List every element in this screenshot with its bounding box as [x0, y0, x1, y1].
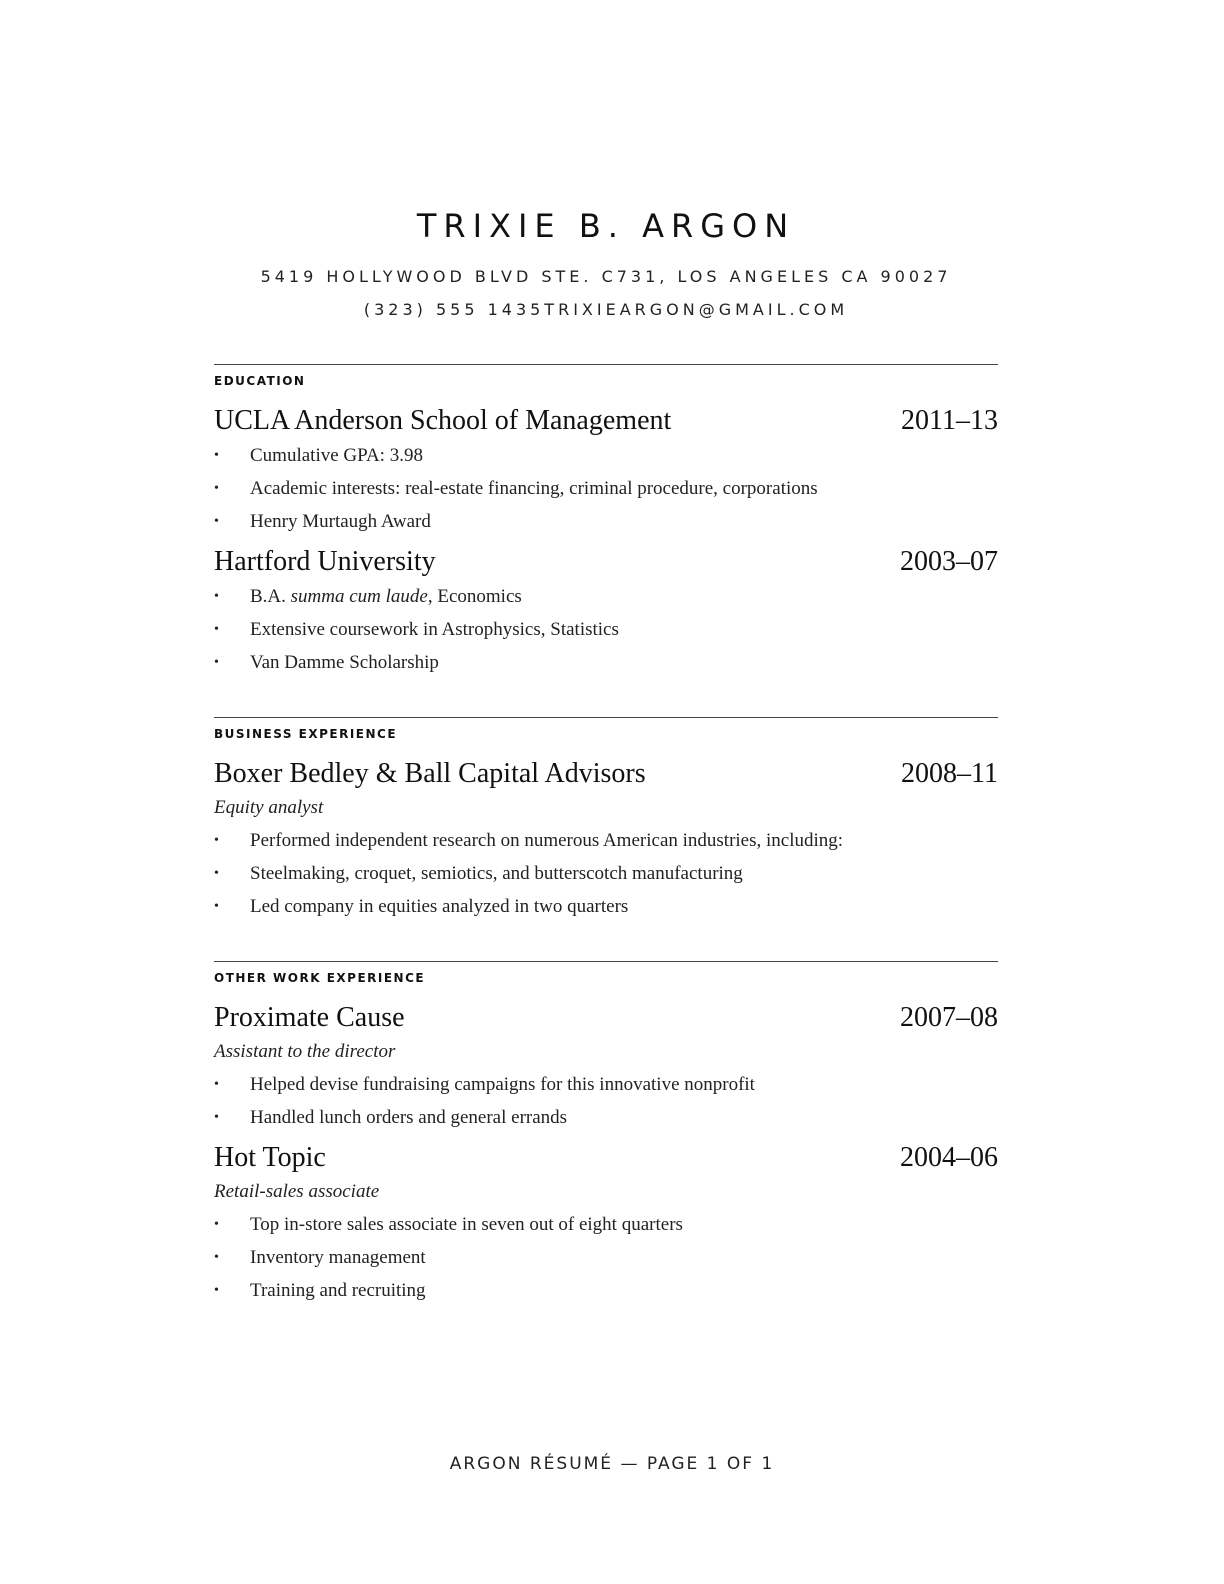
- bullet-list: [214, 1208, 998, 1307]
- list-item: • Performed independent research on numerous American industries, including:: [214, 824, 998, 857]
- section-other-work-experience: [214, 961, 998, 1307]
- bullet-icon: •: [214, 1110, 219, 1125]
- entry-org: UCLA Anderson School of Management: [214, 405, 672, 436]
- list-item: • Inventory management: [214, 1241, 998, 1274]
- bullet-icon: •: [214, 1250, 219, 1265]
- entry-dates: 2007–08: [900, 1002, 998, 1033]
- entry-org: Hot Topic: [214, 1142, 326, 1173]
- list-item: • B.A. summa cum laude, Economics: [214, 580, 998, 613]
- entry-role: Retail-sales associate: [214, 1181, 380, 1202]
- list-item: • Cumulative GPA: 3.98: [214, 439, 998, 472]
- entry-header: [214, 1000, 998, 1036]
- bullet-icon: •: [214, 448, 219, 463]
- bullet-list: [214, 439, 998, 538]
- resume-page: [214, 200, 998, 1307]
- bullet-icon: •: [214, 866, 219, 881]
- phone-email-line: (323) 555 1435TRIXIEARGON@GMAIL.COM: [363, 300, 849, 319]
- entry-header: [214, 403, 998, 439]
- bullet-icon: •: [214, 1217, 219, 1232]
- page-footer: ARGON RÉSUMÉ — PAGE 1 OF 1: [449, 1454, 775, 1474]
- bullet-list: [214, 1068, 998, 1134]
- bullet-icon: •: [214, 514, 219, 529]
- entry-boxer-bedley: [214, 756, 998, 923]
- bullet-icon: •: [214, 1077, 219, 1092]
- section-business-experience: [214, 717, 998, 923]
- entry-org: Proximate Cause: [214, 1002, 405, 1033]
- list-item: • Top in-store sales associate in seven out of eight quarters: [214, 1208, 998, 1241]
- entry-ucla: [214, 403, 998, 538]
- list-item: • Helped devise fundraising campaigns for this innovative nonprofit: [214, 1068, 998, 1101]
- list-item: • Extensive coursework in Astrophysics, Statistics: [214, 613, 998, 646]
- entry-role: Equity analyst: [214, 797, 324, 818]
- resume-name: TRIXIE B. ARGON: [416, 207, 796, 245]
- entry-header: [214, 544, 998, 580]
- list-item: • Henry Murtaugh Award: [214, 505, 998, 538]
- entry-dates: 2008–11: [901, 758, 998, 789]
- contact-block: [214, 260, 998, 326]
- entry-org: Boxer Bedley & Ball Capital Advisors: [214, 758, 646, 789]
- section-title: EDUCATION: [214, 374, 306, 388]
- section-title: BUSINESS EXPERIENCE: [214, 727, 398, 741]
- address-line: 5419 HOLLYWOOD BLVD STE. C731, LOS ANGELES CA 90027: [260, 267, 952, 286]
- entry-role: Assistant to the director: [214, 1041, 396, 1062]
- entry-hot-topic: [214, 1140, 998, 1307]
- bullet-icon: •: [214, 833, 219, 848]
- latin-honor: summa cum laude: [290, 586, 428, 607]
- bullet-icon: •: [214, 589, 219, 604]
- bullet-list: [214, 580, 998, 679]
- entry-header: [214, 756, 998, 792]
- entry-dates: 2003–07: [900, 546, 998, 577]
- entry-hartford: [214, 544, 998, 679]
- list-item: • Steelmaking, croquet, semiotics, and butterscotch manufacturing: [214, 857, 998, 890]
- bullet-icon: •: [214, 481, 219, 496]
- section-title: OTHER WORK EXPERIENCE: [214, 971, 426, 985]
- list-item: • Van Damme Scholarship: [214, 646, 998, 679]
- list-item: • Academic interests: real-estate financing, criminal procedure, corporations: [214, 472, 998, 505]
- entry-dates: 2004–06: [900, 1142, 998, 1173]
- bullet-list: [214, 824, 998, 923]
- list-item: • Handled lunch orders and general errands: [214, 1101, 998, 1134]
- entry-dates: 2011–13: [901, 405, 998, 436]
- bullet-icon: •: [214, 655, 219, 670]
- entry-header: [214, 1140, 998, 1176]
- bullet-icon: •: [214, 1283, 219, 1298]
- list-item: • Training and recruiting: [214, 1274, 998, 1307]
- bullet-icon: •: [214, 622, 219, 637]
- entry-proximate-cause: [214, 1000, 998, 1134]
- entry-org: Hartford University: [214, 546, 436, 577]
- section-education: [214, 364, 998, 679]
- list-item: • Led company in equities analyzed in two quarters: [214, 890, 998, 923]
- bullet-icon: •: [214, 899, 219, 914]
